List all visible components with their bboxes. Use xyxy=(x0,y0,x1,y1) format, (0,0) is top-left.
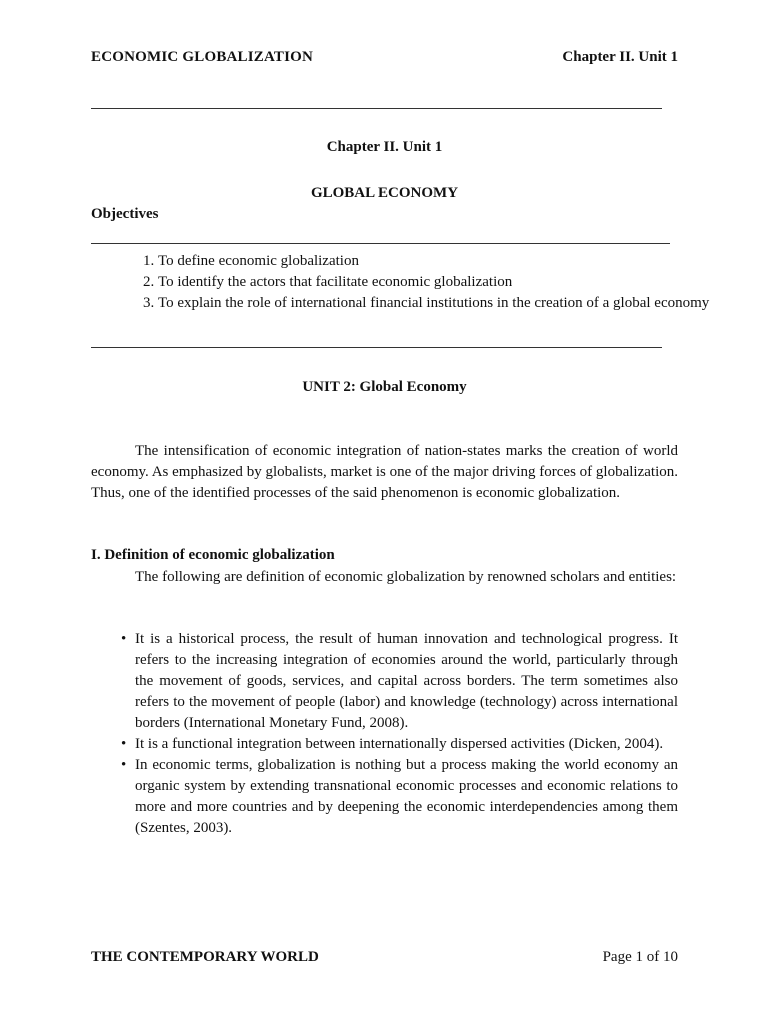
definition-text: It is a historical process, the result of human innovation and technological progress. It refers to the increasing integration of economies around the world, particularly through the movement of goods, services, and capital across borders. The term sometimes also refers to the movement of people (labor) and knowledge (technology) across international borders (International Monetary Fund, 2008). xyxy=(135,631,678,731)
objectives-top-divider xyxy=(91,243,670,244)
objectives-label: Objectives xyxy=(91,206,159,222)
definition-item xyxy=(91,629,678,734)
definition-text: It is a functional integration between internationally dispersed activities (Dicken, 2004). xyxy=(135,736,664,752)
footer-course-title: THE CONTEMPORARY WORLD xyxy=(91,949,319,965)
objectives-bottom-divider xyxy=(91,347,662,348)
running-header-chapter: Chapter II. Unit 1 xyxy=(562,49,678,65)
unit-heading: UNIT 2: Global Economy xyxy=(302,379,467,395)
objective-item: 2. To identify the actors that facilitate economic globalization xyxy=(158,272,745,293)
objectives-list xyxy=(91,251,745,314)
unit-title: GLOBAL ECONOMY xyxy=(310,185,459,201)
running-header-title: ECONOMIC GLOBALIZATION xyxy=(91,49,314,65)
bullet-icon: • xyxy=(121,736,127,752)
chapter-title: Chapter II. Unit 1 xyxy=(326,139,443,155)
section-intro: The following are definition of economic globalization by renowned scholars and entities: xyxy=(135,569,677,585)
definitions-list xyxy=(91,629,678,839)
definition-item xyxy=(91,734,678,755)
definition-item xyxy=(91,755,678,839)
bullet-icon: • xyxy=(121,757,127,773)
definition-text: In economic terms, globalization is nothing but a process making the world economy an organic system by extending transnational economic processes and economic relations to more and more countries and by deepening the economic interdependencies among them (Szentes, 2003). xyxy=(135,757,678,836)
page-number: Page 1 of 10 xyxy=(602,949,678,965)
intro-paragraph: The intensification of economic integration of nation-states marks the creation of world economy. As emphasized by globalists, market is one of the major driving forces of globalization. Thus, one of the identified processes of the said phenomenon is economic globalization. xyxy=(91,443,678,501)
objective-item: 1. To define economic globalization xyxy=(158,251,745,272)
objective-item: 3. To explain the role of international financial institutions in the creation of a global economy xyxy=(158,293,745,314)
bullet-icon: • xyxy=(121,631,127,647)
section-heading: I. Definition of economic globalization xyxy=(91,547,335,563)
header-divider xyxy=(91,108,662,109)
